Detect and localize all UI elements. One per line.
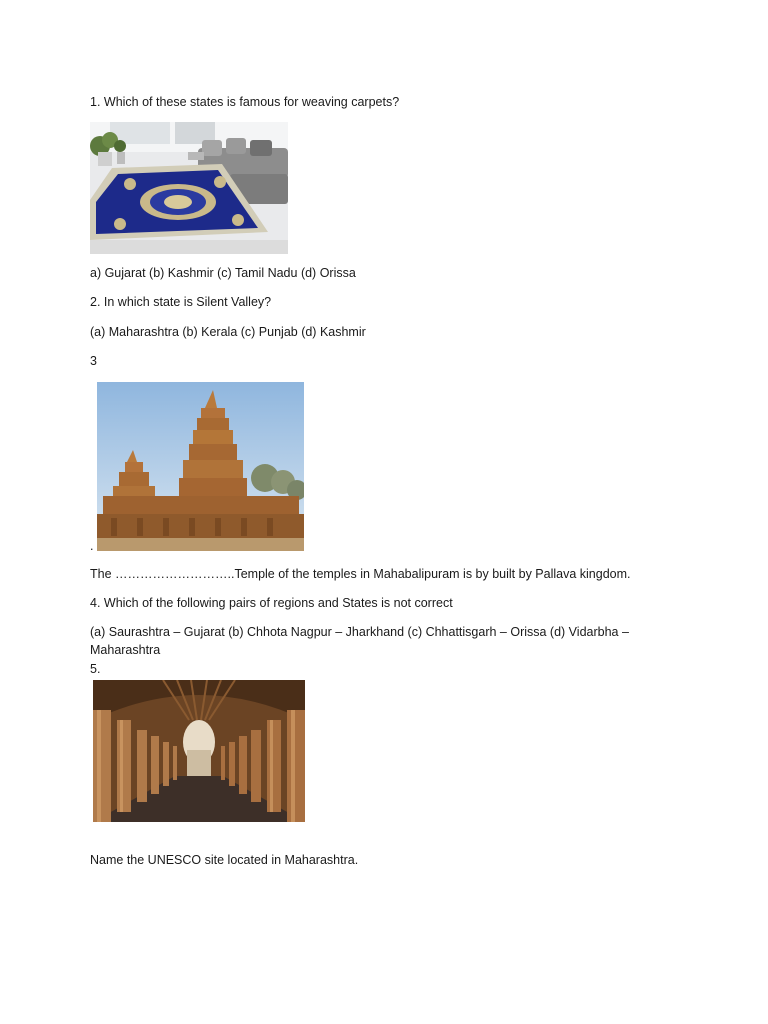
question-3-number: 3: [90, 354, 97, 368]
question-3-text: The ………………………..Temple of the temples in Mahabalipuram is by built by Pallava kingdom.: [90, 567, 631, 581]
carpet-image: [90, 122, 288, 254]
question-4-text: 4. Which of the following pairs of regions and States is not correct: [90, 596, 453, 610]
question-3-dot: .: [90, 539, 94, 553]
question-4-options: (a) Saurashtra – Gujarat (b) Chhota Nagpur – Jharkhand (c) Chhattisgarh – Orissa (d) Vidarbha – Maharashtra: [90, 625, 629, 657]
temple-image: [97, 382, 304, 551]
question-5-number: 5.: [90, 662, 101, 676]
question-2-options: (a) Maharashtra (b) Kerala (c) Punjab (d) Kashmir: [90, 325, 366, 339]
question-1-options: a) Gujarat (b) Kashmir (c) Tamil Nadu (d) Orissa: [90, 266, 356, 280]
question-5-text: Name the UNESCO site located in Maharashtra.: [90, 853, 359, 867]
cave-image: [93, 680, 305, 822]
question-1-text: 1. Which of these states is famous for weaving carpets?: [90, 95, 400, 109]
question-2-text: 2. In which state is Silent Valley?: [90, 295, 272, 309]
